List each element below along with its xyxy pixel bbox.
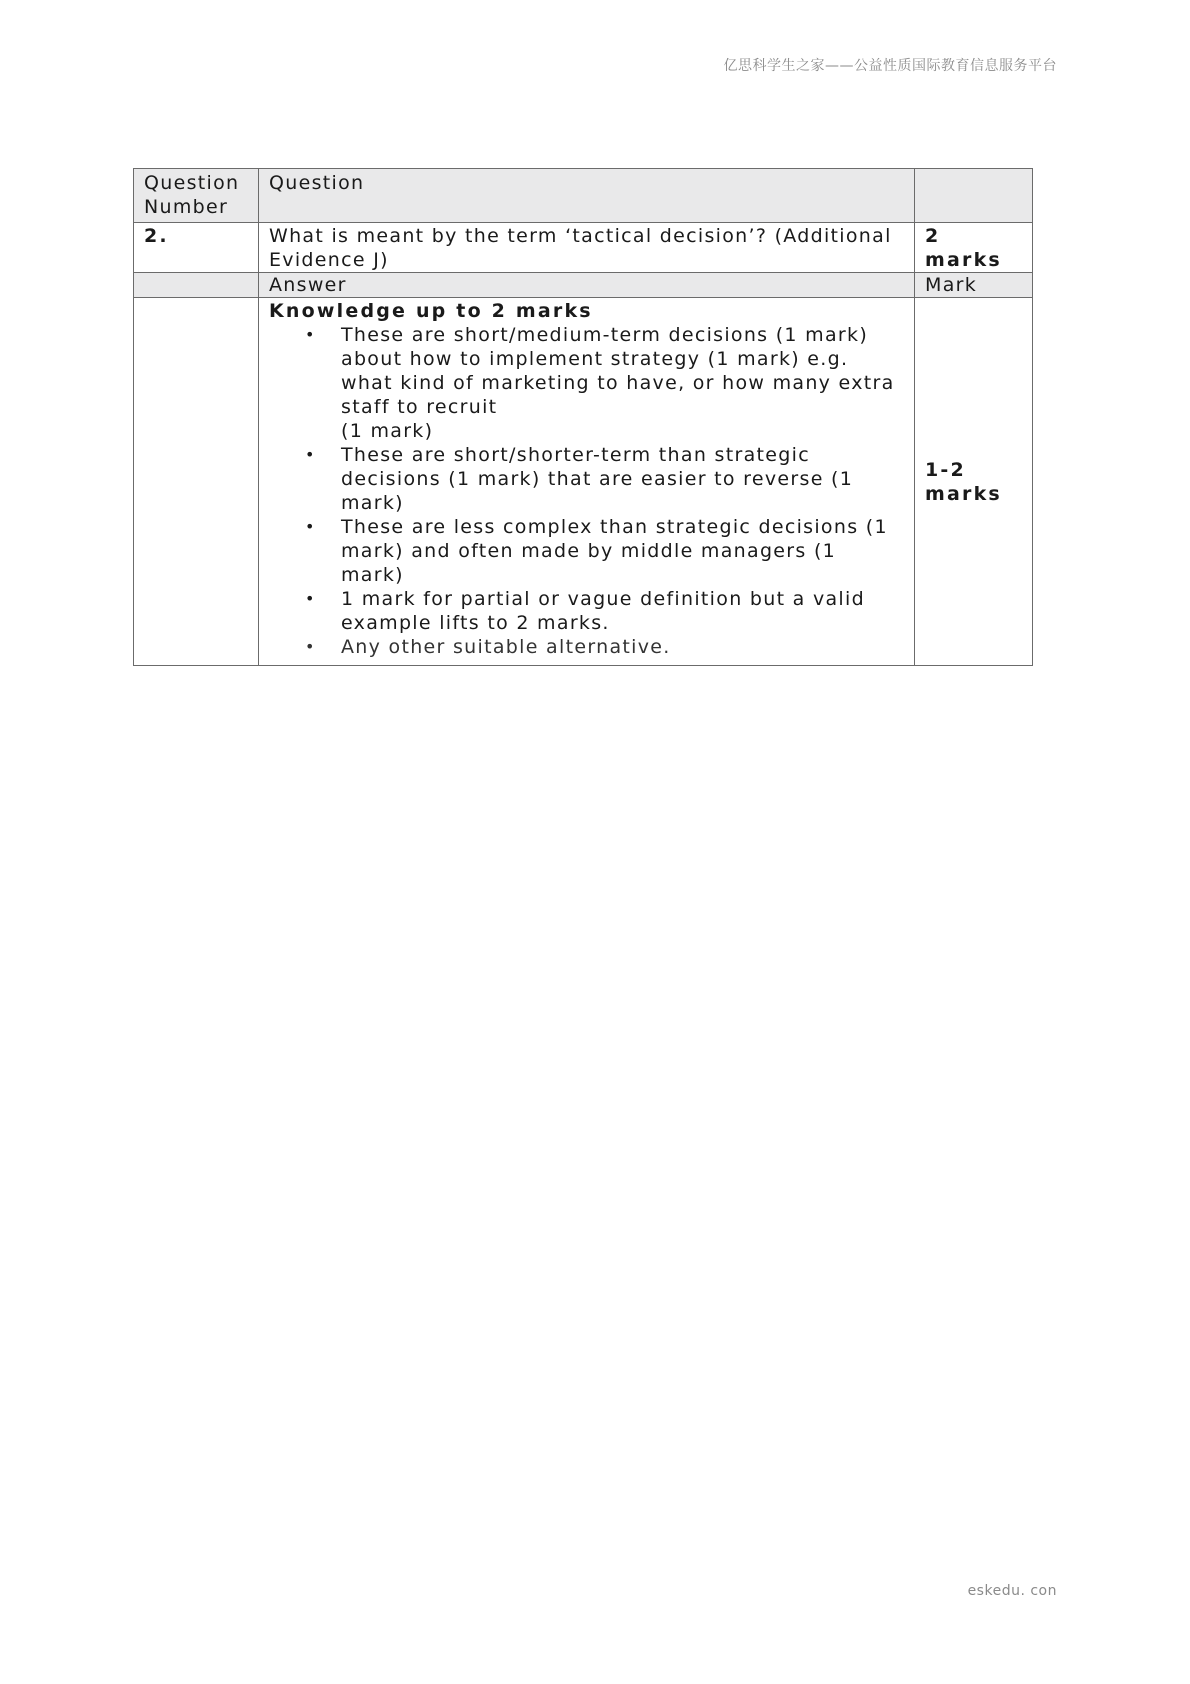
answer-point-text: These are short/medium-term decisions (1 mark) about how to implement strategy (1 mark) e.g. what kind of marketing to have, or how many extra staff to recruit [341, 324, 895, 418]
answer-header-blank [134, 273, 259, 298]
answer-header: Answer [259, 273, 915, 298]
answer-point-tail: (1 mark) [341, 420, 434, 442]
mark-scheme-table [133, 168, 1033, 666]
question-text: What is meant by the term ‘tactical decision’? (Additional Evidence J) [259, 223, 915, 273]
question-marks: 2 marks [915, 223, 1033, 273]
answer-points [269, 323, 904, 659]
answer-point: • Any other suitable alternative. [341, 635, 904, 659]
mark-header: Mark [915, 273, 1033, 298]
header-question-number: Question Number [134, 169, 259, 223]
page-header: 亿思科学生之家——公益性质国际教育信息服务平台 [723, 58, 1057, 74]
page-footer: eskedu. con [967, 1583, 1057, 1599]
answer-heading: Knowledge up to 2 marks [269, 300, 593, 322]
answer-mark: 1-2 marks [915, 298, 1033, 666]
answer-point: • These are short/shorter-term than strategic decisions (1 mark) that are easier to reverse (1 mark) [341, 443, 904, 515]
answer-point: • These are less complex than strategic decisions (1 mark) and often made by middle managers (1 mark) [341, 515, 904, 587]
answer-content [259, 298, 915, 666]
answer-row [134, 298, 1033, 666]
question-number: 2. [134, 223, 259, 273]
answer-header-row [134, 273, 1033, 298]
answer-point [341, 323, 904, 443]
answer-number-blank [134, 298, 259, 666]
header-blank [915, 169, 1033, 223]
question-row [134, 223, 1033, 273]
table-header-row [134, 169, 1033, 223]
answer-point: • 1 mark for partial or vague definition but a valid example lifts to 2 marks. [341, 587, 904, 635]
header-question: Question [259, 169, 915, 223]
